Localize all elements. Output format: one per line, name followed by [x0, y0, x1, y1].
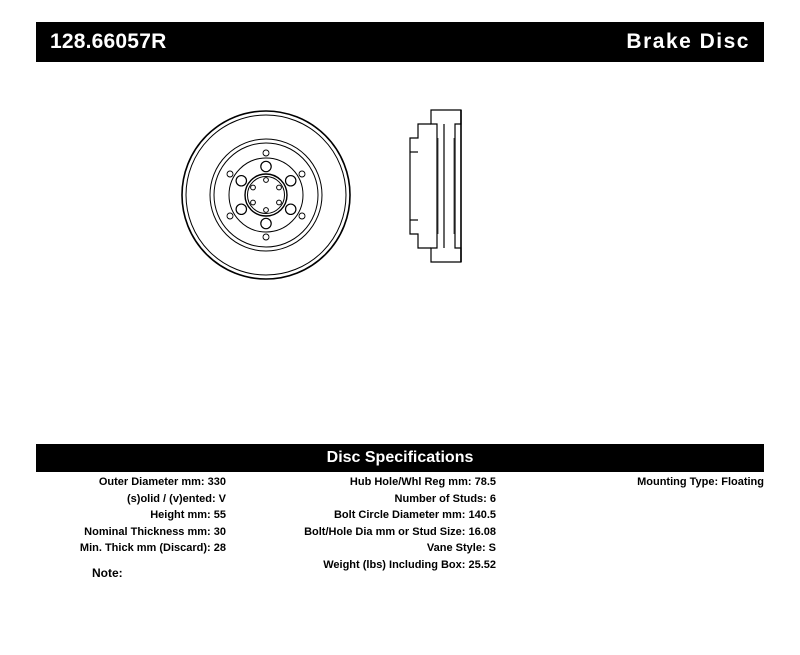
spec-item: Outer Diameter mm: 330	[98, 476, 226, 488]
spec-item: Bolt/Hole Dia mm or Stud Size: 16.08	[304, 525, 496, 538]
technical-drawing	[36, 80, 764, 420]
part-number: 128.66057R	[50, 30, 167, 53]
spec-section-header	[36, 444, 764, 472]
spec-item: Min. Thick mm (Discard): 28	[79, 542, 226, 554]
spec-item: Vane Style: S	[426, 542, 496, 554]
spec-item: Hub Hole/Whl Reg mm: 78.5	[349, 476, 496, 488]
spec-section-title: Disc Specifications	[326, 449, 474, 466]
product-title: Brake Disc	[626, 30, 750, 53]
spec-column-right	[506, 474, 764, 491]
spec-item: Bolt Circle Diameter mm: 140.5	[333, 509, 496, 521]
spec-item: Nominal Thickness mm: 30	[84, 525, 226, 538]
spec-item: (s)olid / (v)ented: V	[127, 492, 226, 505]
spec-item: Weight (lbs) Including Box: 25.52	[323, 558, 496, 571]
spec-table	[36, 474, 764, 594]
spec-column-left	[36, 474, 226, 557]
spec-item: Height mm: 55	[150, 509, 226, 521]
brake-rotor-cross-section-view	[410, 110, 461, 262]
brake-rotor-face-view	[182, 111, 350, 279]
title-bar	[36, 22, 764, 62]
spec-item: Number of Studs: 6	[394, 492, 496, 505]
note-label: Note:	[92, 566, 123, 580]
spec-item: Mounting Type: Floating	[637, 476, 764, 488]
spec-column-middle	[236, 474, 496, 573]
